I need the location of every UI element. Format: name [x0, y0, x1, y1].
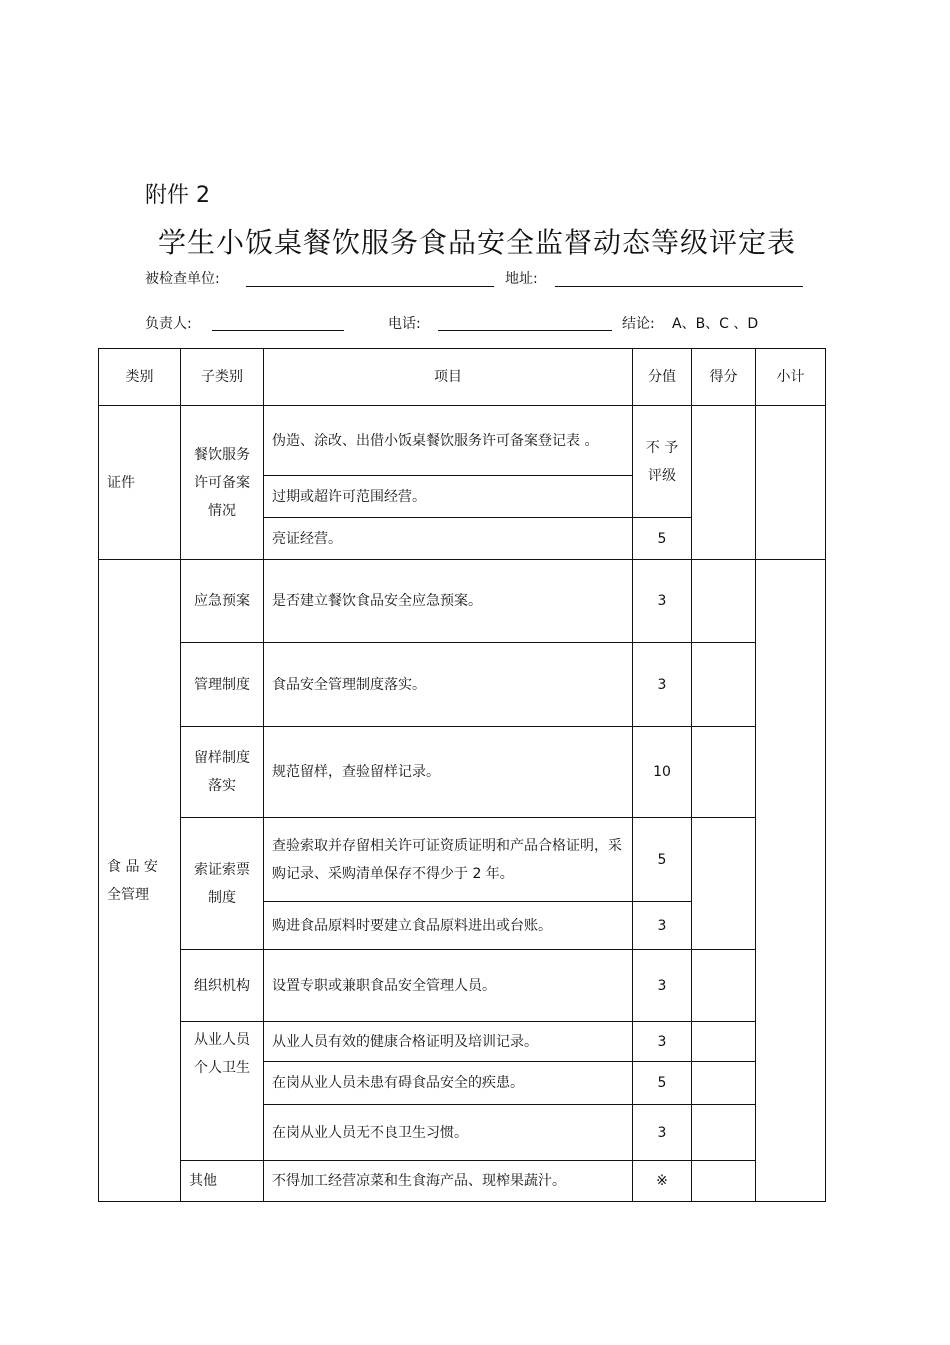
points-staff-1: 3 — [633, 1022, 692, 1062]
item-forge: 伪造、涂改、出借小饭桌餐饮服务许可备案登记表 。 — [264, 406, 633, 476]
conclusion-label: 结论: — [622, 316, 655, 332]
score-cell-management[interactable] — [692, 643, 756, 727]
subcategory-sample: 留样制度落实 — [181, 727, 264, 818]
points-management: 3 — [633, 643, 692, 727]
item-sample: 规范留样，查验留样记录。 — [264, 727, 633, 818]
unit-field[interactable] — [246, 286, 494, 287]
score-cell-staff-2[interactable] — [692, 1062, 756, 1105]
subcategory-other: 其他 — [181, 1161, 264, 1202]
subtotal-cell-license[interactable] — [756, 406, 826, 560]
points-staff-3: 3 — [633, 1105, 692, 1161]
address-label: 地址: — [505, 271, 538, 287]
item-ticket-2: 购进食品原料时要建立食品原料进出或台账。 — [264, 902, 633, 950]
score-cell-staff-3[interactable] — [692, 1105, 756, 1161]
points-ticket-1: 5 — [633, 818, 692, 902]
points-staff-2: 5 — [633, 1062, 692, 1105]
item-expired: 过期或超许可范围经营。 — [264, 476, 633, 518]
subtotal-cell-food-safety[interactable] — [756, 560, 826, 1202]
table-row — [99, 1161, 826, 1202]
header-subcategory: 子类别 — [181, 349, 264, 406]
table-row — [99, 406, 826, 476]
address-field[interactable] — [555, 286, 803, 287]
points-sample: 10 — [633, 727, 692, 818]
score-cell-ticket[interactable] — [692, 818, 756, 950]
header-item: 项目 — [264, 349, 633, 406]
table-row — [99, 727, 826, 818]
item-staff-1: 从业人员有效的健康合格证明及培训记录。 — [264, 1022, 633, 1062]
rating-table — [98, 348, 826, 1202]
subcategory-ticket: 索证索票制度 — [181, 818, 264, 950]
person-field[interactable] — [212, 330, 344, 331]
score-cell-emergency[interactable] — [692, 560, 756, 643]
person-label: 负责人: — [145, 316, 192, 332]
phone-label: 电话: — [388, 316, 421, 332]
item-management: 食品安全管理制度落实。 — [264, 643, 633, 727]
points-emergency: 3 — [633, 560, 692, 643]
subcategory-emergency: 应急预案 — [181, 560, 264, 643]
points-organization: 3 — [633, 950, 692, 1022]
subcategory-management: 管理制度 — [181, 643, 264, 727]
unit-label: 被检查单位: — [145, 271, 220, 287]
item-other: 不得加工经营凉菜和生食海产品、现榨果蔬汁。 — [264, 1161, 633, 1202]
item-ticket-1: 查验索取并存留相关许可证资质证明和产品合格证明，采购记录、采购清单保存不得少于 2 年。 — [264, 818, 633, 902]
header-subtotal: 小计 — [756, 349, 826, 406]
score-cell-sample[interactable] — [692, 727, 756, 818]
header-category: 类别 — [99, 349, 181, 406]
subcategory-staff: 从业人员个人卫生 — [181, 1022, 264, 1161]
table-row — [99, 950, 826, 1022]
points-display: 5 — [633, 518, 692, 560]
points-ticket-2: 3 — [633, 902, 692, 950]
table-row — [99, 1022, 826, 1062]
table-header-row — [99, 349, 826, 406]
score-cell-license[interactable] — [692, 406, 756, 560]
subcategory-license: 餐饮服务许可备案情况 — [181, 406, 264, 560]
conclusion-options[interactable]: A、B、C 、D — [672, 316, 759, 332]
category-food-safety: 食 品 安 全管理 — [99, 560, 181, 1202]
item-display: 亮证经营。 — [264, 518, 633, 560]
category-license: 证件 — [99, 406, 181, 560]
attachment-label: 附件 2 — [145, 183, 210, 208]
table-row — [99, 643, 826, 727]
table-row — [99, 560, 826, 643]
phone-field[interactable] — [438, 330, 612, 331]
header-points: 分值 — [633, 349, 692, 406]
score-cell-organization[interactable] — [692, 950, 756, 1022]
subcategory-organization: 组织机构 — [181, 950, 264, 1022]
item-staff-3: 在岗从业人员无不良卫生习惯。 — [264, 1105, 633, 1161]
form-title: 学生小饭桌餐饮服务食品安全监督动态等级评定表 — [158, 226, 797, 259]
score-cell-staff-1[interactable] — [692, 1022, 756, 1062]
points-other: ※ — [633, 1161, 692, 1202]
item-staff-2: 在岗从业人员未患有碍食品安全的疾患。 — [264, 1062, 633, 1105]
header-score: 得分 — [692, 349, 756, 406]
score-nograde: 不 予 评级 — [633, 406, 692, 518]
score-cell-other[interactable] — [692, 1161, 756, 1202]
item-emergency: 是否建立餐饮食品安全应急预案。 — [264, 560, 633, 643]
item-organization: 设置专职或兼职食品安全管理人员。 — [264, 950, 633, 1022]
table-row — [99, 818, 826, 902]
